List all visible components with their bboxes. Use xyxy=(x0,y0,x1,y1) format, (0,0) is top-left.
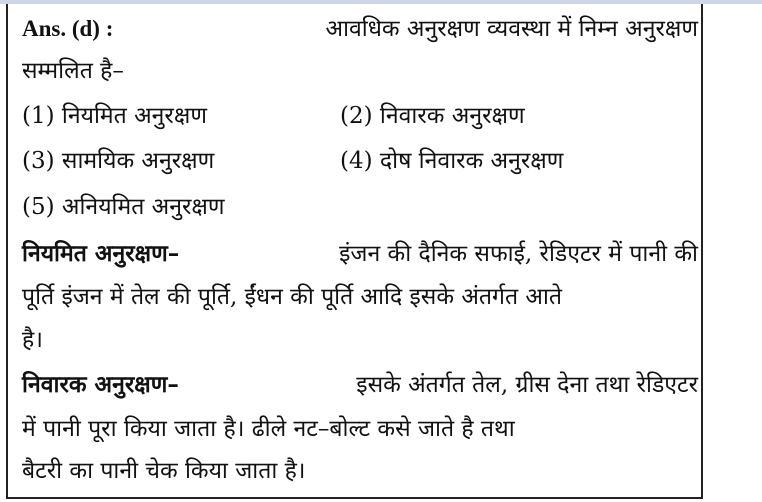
para1-line-3: है। xyxy=(22,327,43,353)
answer-box xyxy=(6,4,703,499)
list-item-4 xyxy=(340,146,563,176)
list-item-1 xyxy=(22,101,207,131)
list-text: दोष निवारक अनुरक्षण xyxy=(379,148,564,174)
list-text: नियमित अनुरक्षण xyxy=(61,103,207,129)
list-text: अनियमित अनुरक्षण xyxy=(61,194,225,220)
answer-intro: आवधिक अनुरक्षण व्यवस्था में निम्न अनुरक्षण xyxy=(325,16,698,42)
list-text: सामयिक अनुरक्षण xyxy=(61,148,215,174)
list-number: (1) xyxy=(22,103,55,129)
para2-heading: निवारक अनुरक्षण– xyxy=(22,371,179,398)
para2-line-3: बैटरी का पानी चेक किया जाता है। xyxy=(22,458,306,484)
list-item-5 xyxy=(22,192,225,222)
para1-text: इंजन की दैनिक सफाई, रेडिएटर में पानी की xyxy=(339,241,698,267)
para1-heading: नियमित अनुरक्षण– xyxy=(22,240,180,267)
answer-line-1 xyxy=(22,14,698,44)
list-item-3 xyxy=(22,146,214,176)
para2-text: इसके अंतर्गत तेल, ग्रीस देना तथा रेडिएटर xyxy=(356,372,698,398)
list-number: (3) xyxy=(22,148,55,174)
answer-line-2: सम्मलित है– xyxy=(22,58,124,84)
para2-line-2: में पानी पूरा किया जाता है। ढीले नट–बोल्ट कसे जाते है तथा xyxy=(22,416,515,442)
list-number: (5) xyxy=(22,194,55,220)
para1-line-2: पूर्ति इंजन में तेल की पूर्ति, ईंधन की पूर्ति आदि इसके अंतर्गत आते xyxy=(22,284,563,310)
para1-line-1 xyxy=(22,239,698,269)
list-number: (2) xyxy=(340,103,373,129)
list-number: (4) xyxy=(340,148,373,174)
para2-line-1 xyxy=(22,370,698,400)
list-item-2 xyxy=(340,101,525,131)
answer-label: Ans. (d) : xyxy=(22,16,114,41)
list-text: निवारक अनुरक्षण xyxy=(379,103,525,129)
